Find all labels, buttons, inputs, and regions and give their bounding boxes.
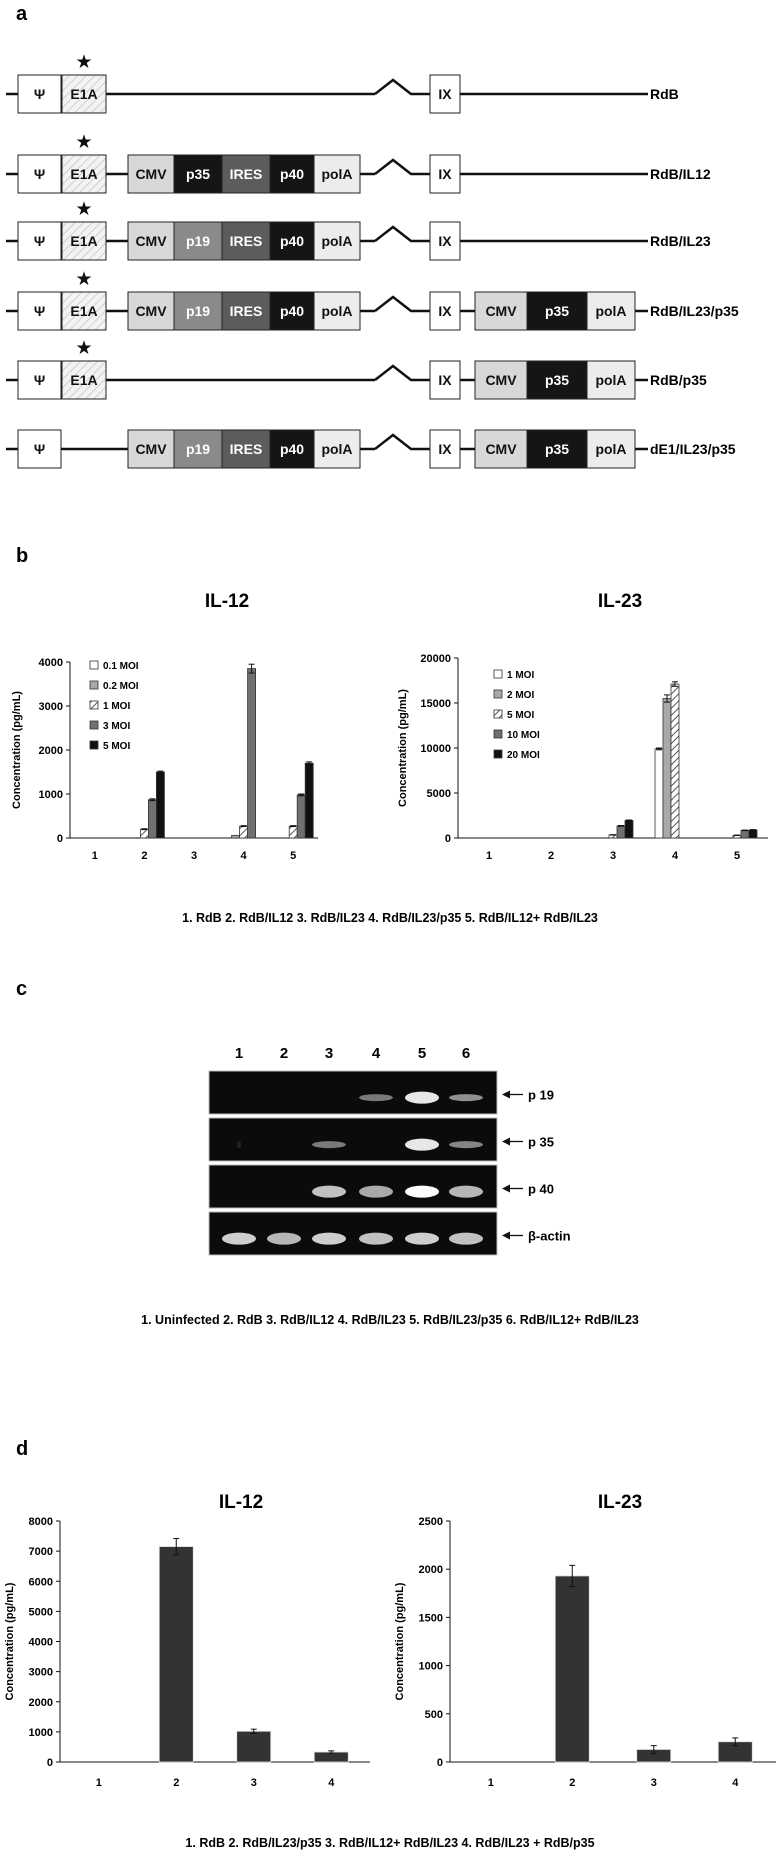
dna-gap: [375, 160, 430, 174]
construct-row-1: [6, 52, 679, 113]
bar: [655, 749, 663, 838]
x-tick-label: 5: [733, 850, 741, 862]
dna-gap: [375, 435, 430, 449]
bar: [148, 800, 156, 838]
x-tick-label: 1: [487, 1777, 494, 1789]
gel-band: [359, 1233, 393, 1245]
construct-name: RdB/IL12: [650, 166, 711, 182]
construct-label-p35: p35: [544, 441, 570, 457]
construct-label-psi: Ψ: [33, 86, 46, 102]
panel-letter-b: b: [16, 545, 29, 567]
construct-name: dE1/IL23/p35: [650, 441, 736, 457]
gel-band: [312, 1141, 346, 1148]
y-tick-label: 2000: [38, 745, 63, 757]
bar: [663, 699, 671, 839]
construct-label-pola: polA: [595, 303, 627, 319]
star-icon: ★: [75, 338, 93, 359]
dna-gap: [375, 80, 430, 94]
panel-letter-d: d: [16, 1438, 29, 1460]
construct-label-p19: p19: [185, 303, 211, 319]
bar: [741, 830, 749, 838]
y-tick-label: 0: [444, 833, 451, 845]
construct-label-psi: Ψ: [33, 303, 46, 319]
bar: [625, 820, 633, 838]
gel-lane-number: 5: [417, 1045, 427, 1062]
chart-title: IL-23: [597, 591, 643, 612]
star-icon: ★: [75, 52, 93, 73]
caption-b: 1. RdB 2. RdB/IL12 3. RdB/IL23 4. RdB/IL23/p35 5. RdB/IL12+ RdB/IL23: [182, 911, 598, 925]
caption-d: 1. RdB 2. RdB/IL23/p35 3. RdB/IL12+ RdB/IL23 4. RdB/IL23 + RdB/p35: [185, 1836, 595, 1850]
construct-label-ires: IRES: [229, 303, 263, 319]
gel-band: [312, 1233, 346, 1245]
legend-label: 1 MOI: [103, 701, 131, 712]
gel-image: [209, 1045, 571, 1255]
legend-label: 1 MOI: [507, 670, 535, 681]
y-tick-label: 0: [46, 1757, 53, 1769]
y-tick-label: 1000: [28, 1726, 53, 1739]
gel-band: [359, 1186, 393, 1198]
gel-band: [222, 1233, 256, 1245]
star-icon: ★: [75, 199, 93, 220]
gel-strip: [209, 1071, 497, 1114]
construct-label-e1a: E1A: [70, 166, 98, 182]
construct-name: RdB/p35: [650, 372, 707, 388]
construct-label-e1a: E1A: [70, 86, 98, 102]
y-axis-label: Concentration (pg/mL): [11, 691, 23, 809]
construct-label-cmv: CMV: [135, 303, 167, 319]
construct-label-pola: polA: [595, 441, 627, 457]
legend-label: 0.2 MOI: [103, 681, 139, 692]
y-tick-label: 10000: [420, 743, 451, 755]
gel-band: [405, 1186, 439, 1198]
construct-label-ix: IX: [438, 441, 452, 457]
y-tick-label: 2000: [28, 1696, 53, 1709]
chart-title: IL-12: [204, 591, 250, 612]
y-tick-label: 1500: [418, 1612, 443, 1625]
x-tick-label: 3: [190, 850, 198, 862]
construct-label-ix: IX: [438, 86, 452, 102]
x-tick-label: 4: [671, 850, 679, 862]
gel-lane-number: 4: [371, 1045, 381, 1062]
construct-label-psi: Ψ: [33, 372, 46, 388]
gel-band: [405, 1233, 439, 1245]
gel-lane-number: 3: [324, 1045, 334, 1062]
construct-label-psi: Ψ: [33, 166, 46, 182]
y-tick-label: 3000: [38, 701, 63, 713]
y-tick-label: 8000: [28, 1516, 53, 1528]
x-tick-label: 5: [290, 850, 297, 862]
x-tick-label: 2: [547, 850, 555, 862]
construct-label-p19: p19: [185, 441, 211, 457]
gel-lane-number: 6: [461, 1045, 471, 1062]
legend-swatch: [494, 690, 502, 698]
y-tick-label: 0: [56, 833, 63, 845]
legend-swatch: [90, 701, 98, 709]
gel-band: [449, 1233, 483, 1245]
y-tick-label: 2500: [418, 1516, 443, 1528]
star-icon: ★: [75, 132, 93, 153]
construct-row-4: [6, 269, 739, 330]
construct-label-p35: p35: [544, 303, 570, 319]
chart-il12-constructs: [4, 1492, 370, 1789]
construct-label-p40: p40: [279, 303, 305, 319]
bar: [297, 795, 305, 838]
legend-label: 5 MOI: [507, 710, 535, 721]
legend-swatch: [494, 710, 502, 718]
legend-swatch: [90, 741, 98, 749]
legend-label: 5 MOI: [103, 741, 131, 752]
construct-label-p35: p35: [185, 166, 211, 182]
arrow-icon: [502, 1138, 510, 1146]
arrow-icon: [502, 1232, 510, 1240]
gel-band: [359, 1094, 393, 1101]
y-tick-label: 1000: [418, 1660, 443, 1673]
chart-title: IL-12: [218, 1492, 264, 1513]
gel-strip: [209, 1165, 497, 1208]
legend-label: 0.1 MOI: [103, 661, 139, 672]
y-tick-label: 4000: [28, 1636, 53, 1649]
construct-label-ires: IRES: [229, 233, 263, 249]
y-tick-label: 3000: [28, 1666, 53, 1679]
legend-swatch: [90, 661, 98, 669]
x-tick-label: 2: [569, 1777, 576, 1789]
gel-row-label: p 35: [528, 1134, 555, 1150]
construct-label-ires: IRES: [229, 166, 263, 182]
construct-label-cmv: CMV: [485, 303, 517, 319]
construct-label-pola: polA: [321, 233, 353, 249]
x-tick-label: 4: [240, 850, 247, 862]
x-tick-label: 1: [485, 850, 493, 862]
construct-name: RdB/IL23/p35: [650, 303, 739, 319]
legend-swatch: [494, 730, 502, 738]
gel-lane-number: 2: [279, 1045, 289, 1062]
legend-label: 2 MOI: [507, 690, 535, 701]
construct-diagram: [6, 52, 739, 468]
gel-band: [449, 1094, 483, 1101]
construct-label-psi: Ψ: [33, 233, 46, 249]
arrow-icon: [502, 1091, 510, 1099]
dna-gap: [375, 227, 430, 241]
gel-strip: [209, 1212, 497, 1255]
construct-label-pola: polA: [321, 303, 353, 319]
y-tick-label: 20000: [420, 653, 451, 665]
bar: [289, 826, 297, 838]
construct-label-psi: Ψ: [33, 441, 46, 457]
construct-label-e1a: E1A: [70, 372, 98, 388]
y-axis-label: Concentration (pg/mL): [4, 1582, 16, 1701]
gel-band: [237, 1141, 241, 1148]
legend-swatch: [494, 750, 502, 758]
x-tick-label: 3: [609, 850, 617, 862]
bar: [237, 1731, 271, 1762]
bar: [232, 835, 240, 838]
construct-label-e1a: E1A: [70, 303, 98, 319]
bar: [617, 826, 625, 838]
construct-name: RdB/IL23: [650, 233, 711, 249]
gel-band: [312, 1186, 346, 1198]
chart-il23-constructs: [394, 1492, 776, 1789]
bar: [671, 684, 679, 838]
bar: [305, 763, 313, 838]
construct-label-cmv: CMV: [135, 233, 167, 249]
gel-band: [405, 1139, 439, 1151]
x-tick-label: 1: [91, 850, 98, 862]
construct-label-p40: p40: [279, 166, 305, 182]
bar: [159, 1547, 193, 1762]
gel-band: [405, 1092, 439, 1104]
construct-label-ix: IX: [438, 233, 452, 249]
legend-swatch: [494, 670, 502, 678]
construct-label-ix: IX: [438, 303, 452, 319]
chart-il12-moi: [11, 591, 318, 862]
caption-c: 1. Uninfected 2. RdB 3. RdB/IL12 4. RdB/IL23 5. RdB/IL23/p35 6. RdB/IL12+ RdB/IL23: [141, 1313, 639, 1327]
y-tick-label: 5000: [426, 788, 451, 800]
construct-label-p40: p40: [279, 441, 305, 457]
construct-label-p35: p35: [544, 372, 570, 388]
bar: [248, 669, 256, 838]
x-tick-label: 4: [328, 1777, 335, 1789]
construct-name: RdB: [650, 86, 679, 102]
construct-label-p19: p19: [185, 233, 211, 249]
x-tick-label: 1: [95, 1777, 102, 1789]
construct-label-ix: IX: [438, 166, 452, 182]
star-icon: ★: [75, 269, 93, 290]
construct-label-ix: IX: [438, 372, 452, 388]
legend-label: 20 MOI: [507, 750, 540, 761]
legend-label: 10 MOI: [507, 730, 540, 741]
gel-row-label: p 40: [528, 1181, 555, 1197]
chart-title: IL-23: [597, 1492, 643, 1513]
construct-label-p40: p40: [279, 233, 305, 249]
x-tick-label: 2: [141, 850, 148, 862]
y-axis-label: Concentration (pg/mL): [394, 1582, 406, 1701]
construct-row-2: [6, 132, 711, 193]
y-tick-label: 4000: [38, 657, 63, 669]
bar: [555, 1576, 589, 1762]
panel-letter-c: c: [16, 978, 28, 1000]
legend-swatch: [90, 721, 98, 729]
gel-band: [267, 1233, 301, 1245]
x-tick-label: 3: [650, 1777, 657, 1789]
gel-strip: [209, 1118, 497, 1161]
construct-label-e1a: E1A: [70, 233, 98, 249]
gel-row-label: β-actin: [528, 1228, 571, 1244]
x-tick-label: 4: [732, 1777, 739, 1789]
gel-band: [449, 1186, 483, 1198]
chart-il23-moi: [397, 591, 768, 862]
y-tick-label: 5000: [28, 1606, 53, 1619]
construct-row-6: [6, 430, 736, 468]
construct-label-cmv: CMV: [135, 441, 167, 457]
y-tick-label: 15000: [420, 698, 451, 710]
x-tick-label: 2: [173, 1777, 180, 1789]
y-tick-label: 500: [424, 1708, 443, 1721]
legend-label: 3 MOI: [103, 721, 131, 732]
construct-row-5: [6, 338, 707, 399]
y-tick-label: 0: [436, 1757, 443, 1769]
bar: [240, 826, 248, 838]
x-tick-label: 3: [250, 1777, 257, 1789]
construct-label-cmv: CMV: [485, 441, 517, 457]
y-tick-label: 1000: [38, 789, 63, 801]
construct-row-3: [6, 199, 711, 260]
dna-gap: [375, 366, 430, 380]
gel-row-label: p 19: [528, 1087, 555, 1103]
y-tick-label: 7000: [28, 1546, 53, 1559]
construct-label-pola: polA: [595, 372, 627, 388]
legend-swatch: [90, 681, 98, 689]
dna-gap: [375, 297, 430, 311]
construct-label-cmv: CMV: [135, 166, 167, 182]
construct-label-ires: IRES: [229, 441, 263, 457]
construct-label-cmv: CMV: [485, 372, 517, 388]
y-tick-label: 2000: [418, 1564, 443, 1577]
construct-label-pola: polA: [321, 166, 353, 182]
bar: [749, 830, 757, 838]
bar: [140, 829, 148, 838]
y-axis-label: Concentration (pg/mL): [397, 689, 409, 807]
arrow-icon: [502, 1185, 510, 1193]
bar: [156, 772, 164, 838]
construct-label-pola: polA: [321, 441, 353, 457]
gel-lane-number: 1: [234, 1045, 244, 1062]
panel-letter-a: a: [16, 3, 28, 25]
y-tick-label: 6000: [28, 1576, 53, 1589]
gel-band: [449, 1141, 483, 1148]
